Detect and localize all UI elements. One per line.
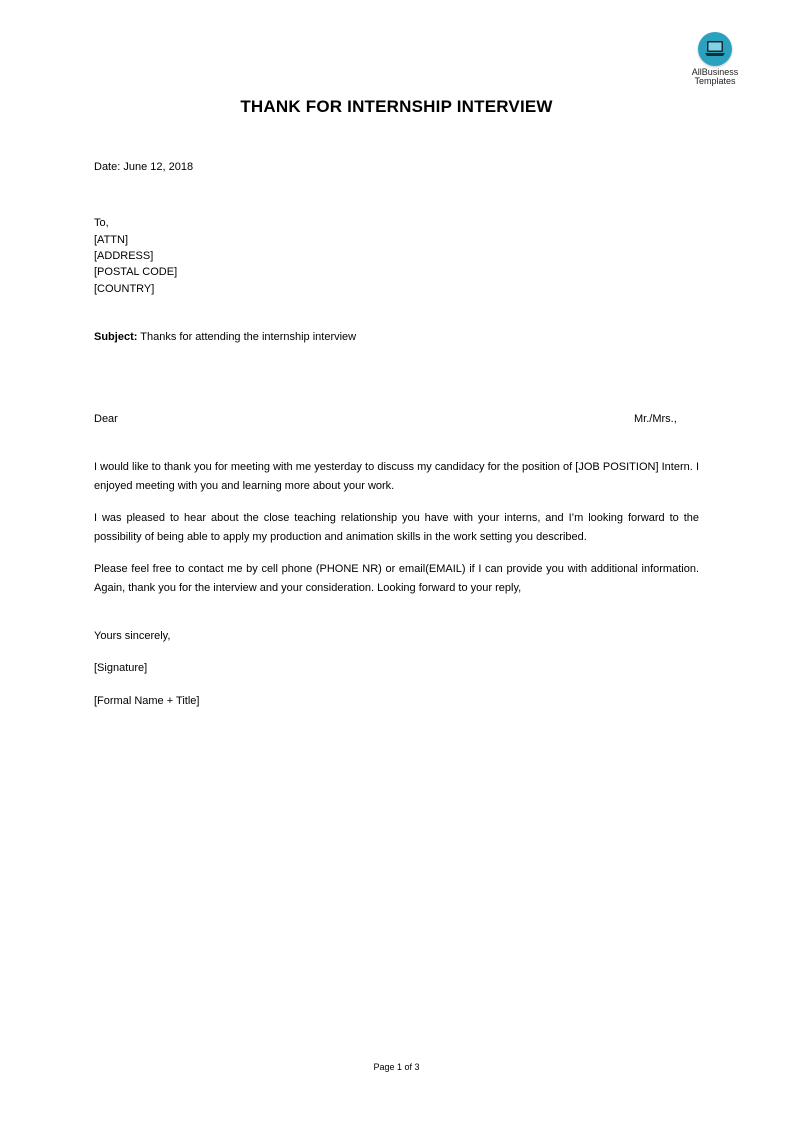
document-title: THANK FOR INTERNSHIP INTERVIEW [240,97,553,116]
subject-line [94,331,356,343]
brand-logo [680,32,750,86]
closing-sincerely: Yours sincerely, [94,630,171,642]
salutation-dear: Dear [94,413,118,425]
letter-date: Date: June 12, 2018 [94,161,194,173]
subject-text: Thanks for attending the internship interview [140,331,357,343]
closing-name-title: [Formal Name + Title] [94,695,200,707]
address-postal-code: [POSTAL CODE] [94,266,178,278]
page-number: Page 1 of 3 [373,1062,420,1072]
body-paragraph-3: Please feel free to contact me by cell phone (PHONE NR) or email(EMAIL) if I can provide you with additional information. Again, thank you for the interview and your consideration. Looking forward to your reply, [94,563,699,594]
body-paragraph-2: I was pleased to hear about the close teaching relationship you have with your interns, and I’m looking forward to the possibility of being able to apply my production and animation skills in the work setting you described. [94,512,699,543]
laptop-icon [698,32,732,66]
address-street: [ADDRESS] [94,250,154,262]
logo-line-1: AllBusiness [691,67,739,77]
salutation-title: Mr./Mrs., [634,413,677,425]
address-attn: [ATTN] [94,234,129,246]
logo-line-2: Templates [694,76,736,86]
address-to: To, [94,217,109,229]
subject-label: Subject: [94,331,138,343]
closing-signature: [Signature] [94,662,148,674]
body-paragraph-1: I would like to thank you for meeting with me yesterday to discuss my candidacy for the position of [JOB POSITION] Intern. I enjoyed meeting with you and learning more about your work. [94,461,699,492]
address-country: [COUNTRY] [94,283,155,295]
